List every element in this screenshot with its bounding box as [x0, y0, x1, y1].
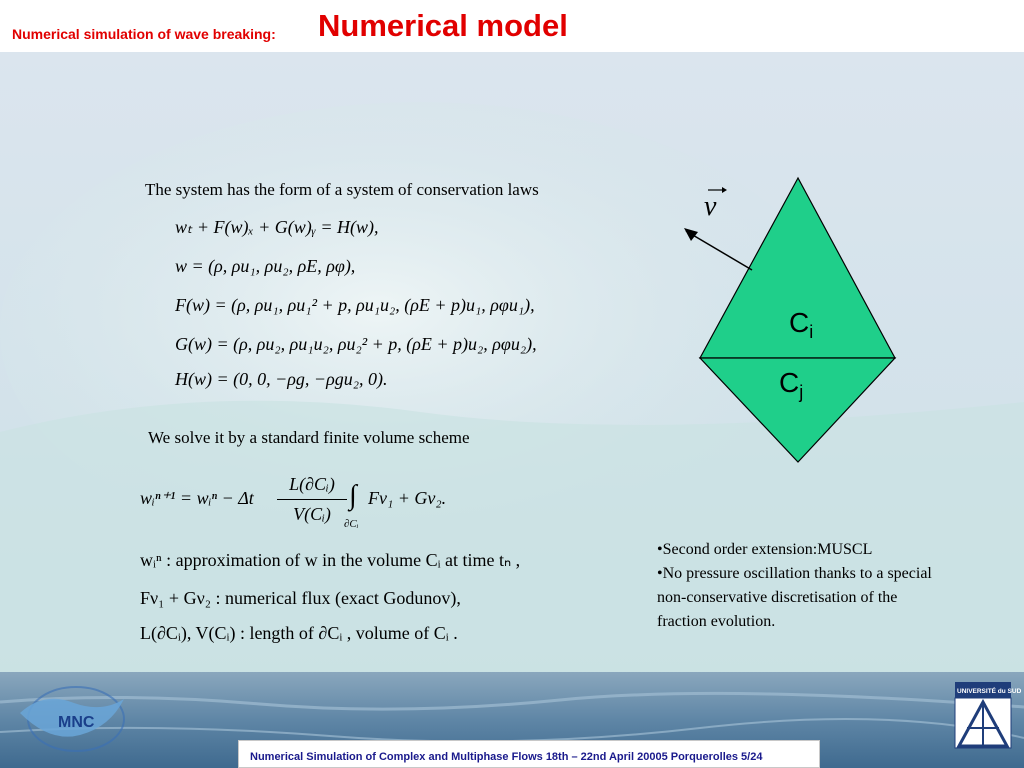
equation-state-vector: w = (ρ, ρu₁, ρu₂, ρE, ρφ),: [175, 256, 356, 276]
intro-text: The system has the form of a system of conservation laws: [145, 180, 539, 199]
normal-vector-arrow: [686, 231, 752, 270]
scheme-integral-domain: ∂Cᵢ: [344, 518, 359, 530]
arrow-head: [684, 228, 698, 241]
cell-diagram: [670, 170, 870, 470]
scheme-fraction-numerator: L(∂Cᵢ): [289, 474, 335, 494]
scheme-rhs: Fν₁ + Gν₂.: [368, 488, 447, 508]
scheme-fraction-denominator: V(Cᵢ): [293, 504, 331, 524]
scheme-fraction-bar: [277, 499, 347, 500]
definition-approximation: wᵢⁿ : approximation of w in the volume Cᵢ at time tₙ ,: [140, 550, 521, 570]
bullet-muscl: •Second order extension:MUSCL: [657, 541, 873, 558]
definition-flux: Fν₁ + Gν₂ : numerical flux (exact Godunov),: [140, 588, 461, 608]
vector-overbar-head: [722, 187, 727, 193]
university-logo: [955, 682, 1022, 754]
cell-j-label: $C_j$: [779, 367, 804, 402]
slide-subtitle: Numerical simulation of wave breaking:: [12, 26, 276, 42]
wave-background: [0, 52, 1024, 768]
bullet-list: [657, 538, 947, 634]
mnc-logo-text: MNC: [58, 714, 95, 731]
equation-source-h: H(w) = (0, 0, −ρg, −ρgu₂, 0).: [175, 369, 388, 389]
slide-title: Numerical model: [318, 8, 568, 43]
definition-length-volume: L(∂Cᵢ), V(Cᵢ) : length of ∂Cᵢ , volume of Cᵢ .: [140, 623, 458, 643]
equation-flux-f: F(w) = (ρ, ρu₁, ρu₁² + p, ρu₁u₂, (ρE + p)u₁, ρφu₁),: [175, 295, 535, 315]
mnc-logo: [14, 683, 132, 755]
university-logo-text: UNIVERSITÉ du SUD: [957, 688, 1022, 695]
normal-vector-label: ν: [704, 191, 717, 222]
bullet-pressure-oscillation: •No pressure oscillation thanks to a special non-conservative discretisation of the fraction evolution.: [657, 565, 932, 630]
scheme-integral: ∫: [349, 480, 357, 511]
equation-flux-g: G(w) = (ρ, ρu₂, ρu₁u₂, ρu₂² + p, (ρE + p)u₂, ρφu₂),: [175, 334, 537, 354]
equation-conservation-law: wₜ + F(w)ₓ + G(w)ᵧ = H(w),: [175, 217, 379, 237]
scheme-lhs: wᵢⁿ⁺¹ = wᵢⁿ − Δt: [140, 488, 254, 508]
solve-text: We solve it by a standard finite volume scheme: [148, 428, 470, 447]
cell-i-label: $C_i$: [789, 307, 814, 342]
footer-text: Numerical Simulation of Complex and Multiphase Flows 18th – 22nd April 20005 Porquerolles 5/24: [250, 751, 763, 763]
